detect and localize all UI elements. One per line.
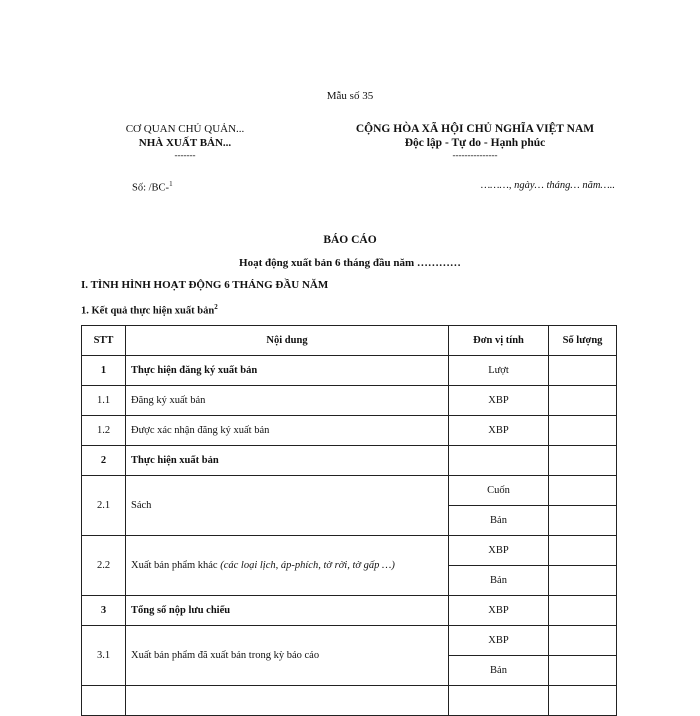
cell-unit: [449, 446, 549, 476]
motto-divider: ---------------: [452, 150, 498, 160]
cell-quantity[interactable]: [549, 536, 617, 566]
subsection-label: 1. Kết quả thực hiện xuất bản: [81, 305, 215, 317]
cell-unit: Bản: [449, 656, 549, 686]
cell-content: Đăng ký xuất bản: [126, 386, 449, 416]
agency-header: [100, 122, 270, 160]
cell-content: Thực hiện đăng ký xuất bản: [126, 356, 449, 386]
table-row: [82, 626, 617, 656]
cell-content: Xuất bản phẩm đã xuất bản trong kỳ báo cáo: [126, 626, 449, 686]
table-header-row: [82, 326, 617, 356]
cell-unit: XBP: [449, 416, 549, 446]
form-number: Mẫu số 35: [326, 90, 374, 102]
cell-unit: Bản: [449, 566, 549, 596]
cell-unit: XBP: [449, 596, 549, 626]
national-motto: Độc lập - Tự do - Hạnh phúc: [404, 137, 546, 149]
cell-quantity[interactable]: [549, 356, 617, 386]
cell-quantity[interactable]: [549, 686, 617, 716]
cell-content: [126, 536, 449, 596]
cell-stt: 2.2: [82, 536, 126, 596]
cell-unit: XBP: [449, 626, 549, 656]
cell-unit: XBP: [449, 536, 549, 566]
cell-unit: Lượt: [449, 356, 549, 386]
cell-stt: 1: [82, 356, 126, 386]
cell-stt: 2: [82, 446, 126, 476]
country-name: CỘNG HÒA XÃ HỘI CHỦ NGHĨA VIỆT NAM: [355, 123, 595, 135]
table-row: [82, 356, 617, 386]
footnote-marker: 1: [169, 180, 173, 188]
subsection-heading: [81, 303, 218, 317]
cell-quantity[interactable]: [549, 386, 617, 416]
header-quantity: Số lượng: [549, 326, 617, 356]
reference-number: [132, 180, 173, 194]
cell-stt: 2.1: [82, 476, 126, 536]
date-line: ………, ngày… tháng… năm…..: [480, 180, 615, 191]
publishing-results-table: [81, 325, 617, 716]
section-heading: I. TÌNH HÌNH HOẠT ĐỘNG 6 THÁNG ĐẦU NĂM: [81, 279, 329, 291]
header-stt: STT: [82, 326, 126, 356]
cell-stt: [82, 686, 126, 716]
table-row: [82, 386, 617, 416]
document-title: BÁO CÁO: [323, 234, 377, 246]
cell-quantity[interactable]: [549, 656, 617, 686]
cell-quantity[interactable]: [549, 626, 617, 656]
cell-stt: 3: [82, 596, 126, 626]
publisher-name: NHÀ XUẤT BẢN...: [138, 137, 232, 149]
table-row: [82, 446, 617, 476]
cell-content: Được xác nhận đăng ký xuất bản: [126, 416, 449, 446]
cell-quantity[interactable]: [549, 506, 617, 536]
cell-content: Thực hiện xuất bản: [126, 446, 449, 476]
cell-quantity[interactable]: [549, 476, 617, 506]
table-row: [82, 596, 617, 626]
governing-agency: CƠ QUAN CHỦ QUẢN...: [125, 123, 245, 135]
header-content: Nội dung: [126, 326, 449, 356]
cell-stt: 3.1: [82, 626, 126, 686]
cell-unit: XBP: [449, 386, 549, 416]
footnote-marker: 2: [214, 303, 218, 311]
cell-content: [126, 686, 449, 716]
cell-content: Sách: [126, 476, 449, 536]
cell-stt: 1.2: [82, 416, 126, 446]
national-header: [320, 122, 630, 160]
cell-stt: 1.1: [82, 386, 126, 416]
cell-unit: Cuốn: [449, 476, 549, 506]
table-row: [82, 476, 617, 506]
cell-quantity[interactable]: [549, 566, 617, 596]
cell-content-note: (các loại lịch, áp-phích, tờ rời, tờ gấp …): [220, 560, 395, 571]
cell-unit: Bản: [449, 506, 549, 536]
document-subtitle: Hoạt động xuất bản 6 tháng đầu năm …………: [239, 257, 461, 269]
table-row: [82, 536, 617, 566]
cell-content: Tổng số nộp lưu chiểu: [126, 596, 449, 626]
cell-content-main: Xuất bản phẩm khác: [131, 560, 221, 571]
reference-label: Số: /BC-: [132, 182, 170, 194]
table-row: [82, 686, 617, 716]
header-unit: Đơn vị tính: [449, 326, 549, 356]
agency-divider: -------: [174, 150, 196, 160]
cell-quantity[interactable]: [549, 446, 617, 476]
cell-quantity[interactable]: [549, 416, 617, 446]
table-row: [82, 416, 617, 446]
cell-quantity[interactable]: [549, 596, 617, 626]
cell-unit: [449, 686, 549, 716]
